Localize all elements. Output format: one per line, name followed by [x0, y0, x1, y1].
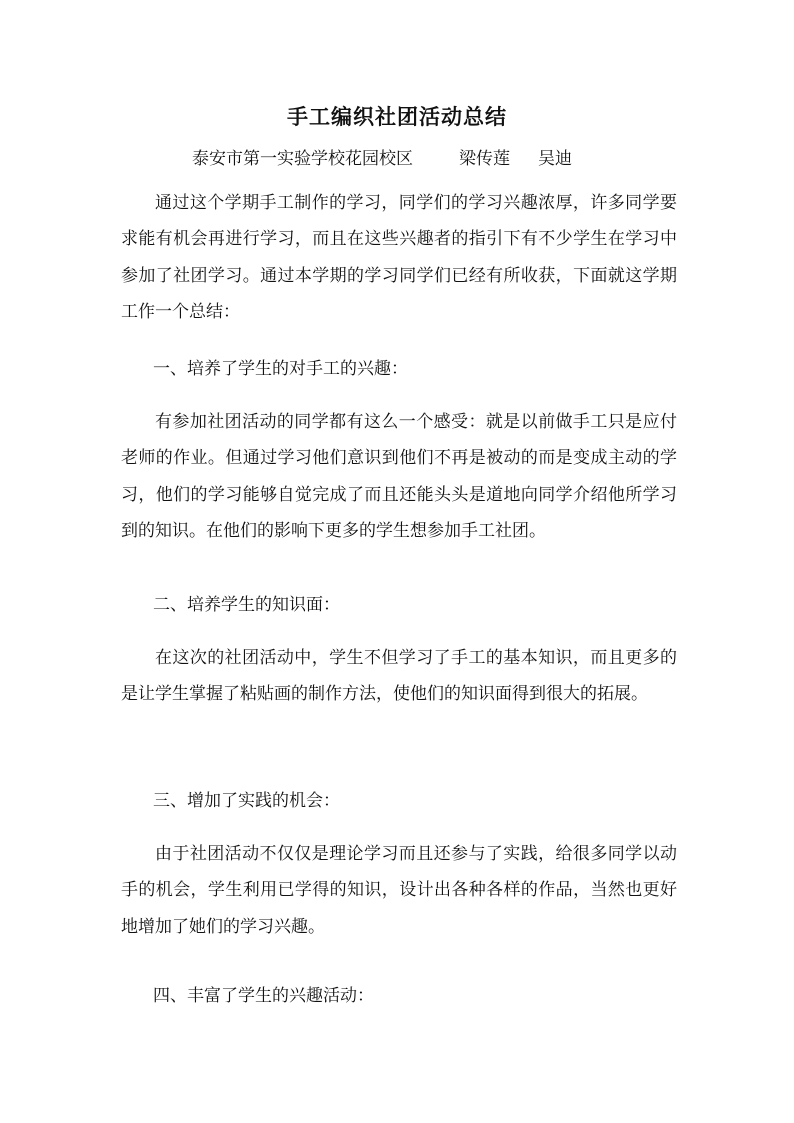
section-body: 由于社团活动不仅仅是理论学习而且还参与了实践，给很多同学以动手的机会，学生利用已学得的知识，设计出各种各样的作品，当然也更好地增加了她们的学习兴趣。: [121, 844, 677, 937]
section-heading: 三、增加了实践的机会：: [153, 791, 340, 811]
section-body: 在这次的社团活动中，学生不但学习了手工的基本知识，而且更多的是让学生掌握了粘贴画的制作方法，使他们的知识面得到很大的拓展。: [121, 648, 677, 705]
section-heading: 一、培养了学生的对手工的兴趣：: [153, 359, 408, 379]
section-heading: 四、丰富了学生的兴趣活动：: [153, 986, 374, 1006]
byline: [192, 146, 572, 172]
intro-paragraph: 通过这个学期手工制作的学习，同学们的学习兴趣浓厚，许多同学要求能有机会再进行学习，而且在这些兴趣者的指引下有不少学生在学习中参加了社团学习。通过本学期的学习同学们已经有所收获，下面就这学期工作一个总结：: [121, 193, 677, 322]
document-title: 手工编织社团活动总结: [287, 104, 507, 129]
school-name: 泰安市第一实验学校花园校区: [192, 149, 413, 169]
author-name: 梁传莲: [459, 149, 510, 169]
section-heading: 二、培养学生的知识面：: [153, 595, 340, 615]
author-name: 吴迪: [538, 149, 572, 169]
section-body: 有参加社团活动的同学都有这么一个感受：就是以前做手工只是应付老师的作业。但通过学习他们意识到他们不再是被动的而是变成主动的学习，他们的学习能够自觉完成了而且还能头头是道地向同学介绍他所学习到的知识。在他们的影响下更多的学生想参加手工社团。: [121, 412, 677, 541]
